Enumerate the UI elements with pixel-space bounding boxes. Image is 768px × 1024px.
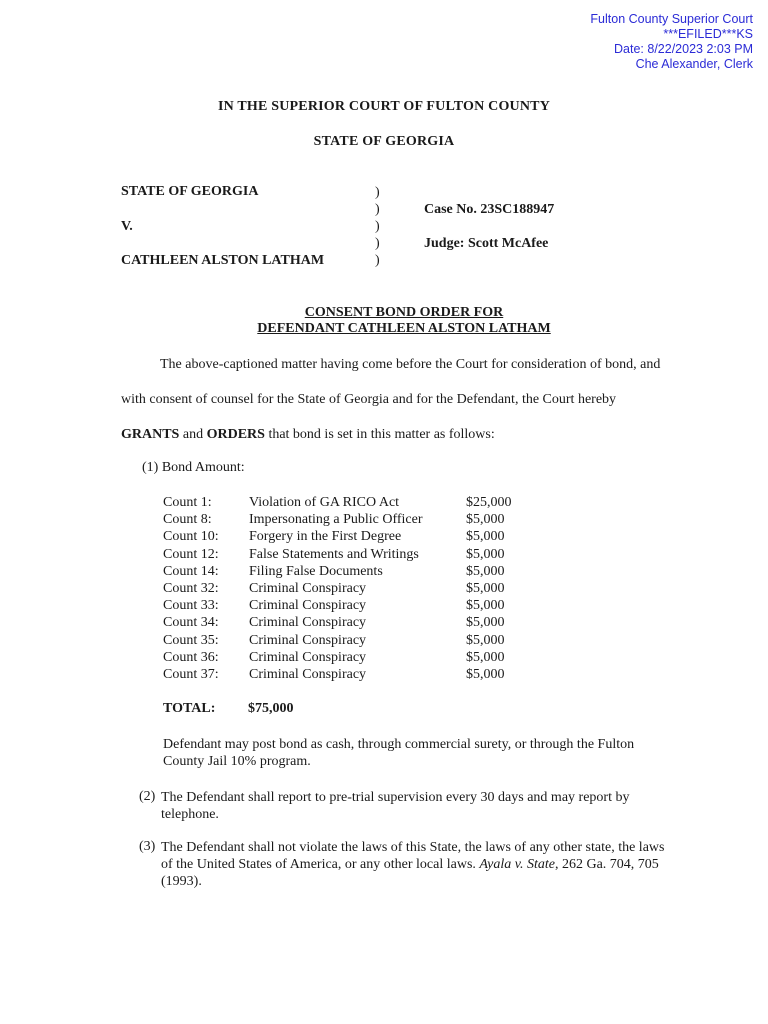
count-amount: $5,000 <box>466 615 505 631</box>
case-citation: Ayala v. State <box>479 857 555 872</box>
condition-3-number: (3) <box>139 839 156 854</box>
intro-line-2: with consent of counsel for the State of Georgia and for the Defendant, the Court hereby <box>121 392 617 407</box>
caption-versus: V. <box>121 219 133 234</box>
count-number: Count 8: <box>163 512 212 528</box>
stamp-clerk: Che Alexander, Clerk <box>635 57 753 71</box>
count-amount: $5,000 <box>466 512 505 528</box>
stamp-efiled: ***EFILED***KS <box>663 27 753 41</box>
efile-stamp <box>453 12 753 72</box>
court-heading: IN THE SUPERIOR COURT OF FULTON COUNTY <box>217 99 551 114</box>
count-amount: $5,000 <box>466 649 505 665</box>
total-label: TOTAL: <box>163 701 216 716</box>
title-line-1: CONSENT BOND ORDER FOR <box>304 305 504 320</box>
judge-name: Judge: Scott McAfee <box>424 236 549 251</box>
count-number: Count 12: <box>163 546 219 562</box>
count-amount: $5,000 <box>466 546 505 562</box>
bond-posting-note <box>163 736 634 770</box>
posting-line-1: Defendant may post bond as cash, through commercial surety, or through the Fulton <box>163 737 635 752</box>
count-number: Count 10: <box>163 529 219 545</box>
paren: ) <box>375 219 380 234</box>
condition-3-text <box>161 839 664 890</box>
caption-parentheses <box>375 184 380 269</box>
count-amount: $5,000 <box>466 563 505 579</box>
grants-word: GRANTS <box>121 427 180 442</box>
condition-2-line-1: The Defendant shall report to pre-trial supervision every 30 days and may report by <box>161 790 630 805</box>
count-charge: Violation of GA RICO Act <box>249 495 400 510</box>
paren: ) <box>375 185 380 200</box>
caption-defendant: CATHLEEN ALSTON LATHAM <box>121 253 325 268</box>
stamp-date: Date: 8/22/2023 2:03 PM <box>614 42 753 56</box>
count-charge: Criminal Conspiracy <box>249 580 367 596</box>
and-word: and <box>179 427 207 442</box>
count-number: Count 33: <box>163 598 219 614</box>
paren: ) <box>375 236 380 251</box>
condition-3-line-2a: of the United States of America, or any other local laws. <box>161 857 480 872</box>
count-number: Count 36: <box>163 649 219 665</box>
count-charge: False Statements and Writings <box>249 546 419 562</box>
stamp-court: Fulton County Superior Court <box>590 12 753 26</box>
condition-3-line-2 <box>161 856 664 873</box>
count-number: Count 14: <box>163 563 219 579</box>
count-charge: Criminal Conspiracy <box>249 632 367 648</box>
count-amount: $5,000 <box>466 529 505 545</box>
count-amount: $5,000 <box>466 666 505 682</box>
condition-2-line-2: telephone. <box>161 807 219 822</box>
condition-3-line-1: The Defendant shall not violate the laws of this State, the laws of any other state, the laws <box>161 840 665 855</box>
count-charge: Criminal Conspiracy <box>249 615 367 631</box>
intro-rest: that bond is set in this matter as follows: <box>264 427 495 442</box>
count-amount: $5,000 <box>466 632 505 648</box>
state-heading: STATE OF GEORGIA <box>313 134 455 149</box>
posting-line-2: County Jail 10% program. <box>163 754 311 769</box>
condition-3-line-2b: , 262 Ga. 704, 705 <box>554 857 659 872</box>
count-charge: Forgery in the First Degree <box>249 529 402 545</box>
count-charge: Criminal Conspiracy <box>249 666 367 682</box>
paren: ) <box>375 253 380 268</box>
total-value: $75,000 <box>248 701 294 716</box>
intro-line-1: The above-captioned matter having come before the Court for consideration of bond, and <box>160 357 661 372</box>
count-number: Count 34: <box>163 615 219 631</box>
count-amount: $25,000 <box>466 495 512 510</box>
case-number: Case No. 23SC188947 <box>424 202 555 217</box>
count-number: Count 35: <box>163 632 219 648</box>
count-charge: Filing False Documents <box>249 563 383 579</box>
count-number: Count 37: <box>163 666 219 682</box>
bond-amount-heading: (1) Bond Amount: <box>142 460 245 475</box>
count-charge: Criminal Conspiracy <box>249 598 367 614</box>
paren: ) <box>375 202 380 217</box>
condition-3-line-3: (1993). <box>161 874 202 889</box>
count-amount: $5,000 <box>466 580 505 596</box>
caption-plaintiff: STATE OF GEORGIA <box>121 184 259 199</box>
count-charge: Criminal Conspiracy <box>249 649 367 665</box>
order-title <box>0 305 768 337</box>
condition-2-number: (2) <box>139 789 156 804</box>
count-amount: $5,000 <box>466 598 505 614</box>
intro-line-3 <box>121 427 495 443</box>
count-number: Count 32: <box>163 580 219 596</box>
title-line-2: DEFENDANT CATHLEEN ALSTON LATHAM <box>257 321 551 336</box>
count-charge: Impersonating a Public Officer <box>249 512 423 528</box>
condition-2-text <box>161 789 629 823</box>
orders-word: ORDERS <box>206 427 265 442</box>
count-number: Count 1: <box>163 495 212 510</box>
